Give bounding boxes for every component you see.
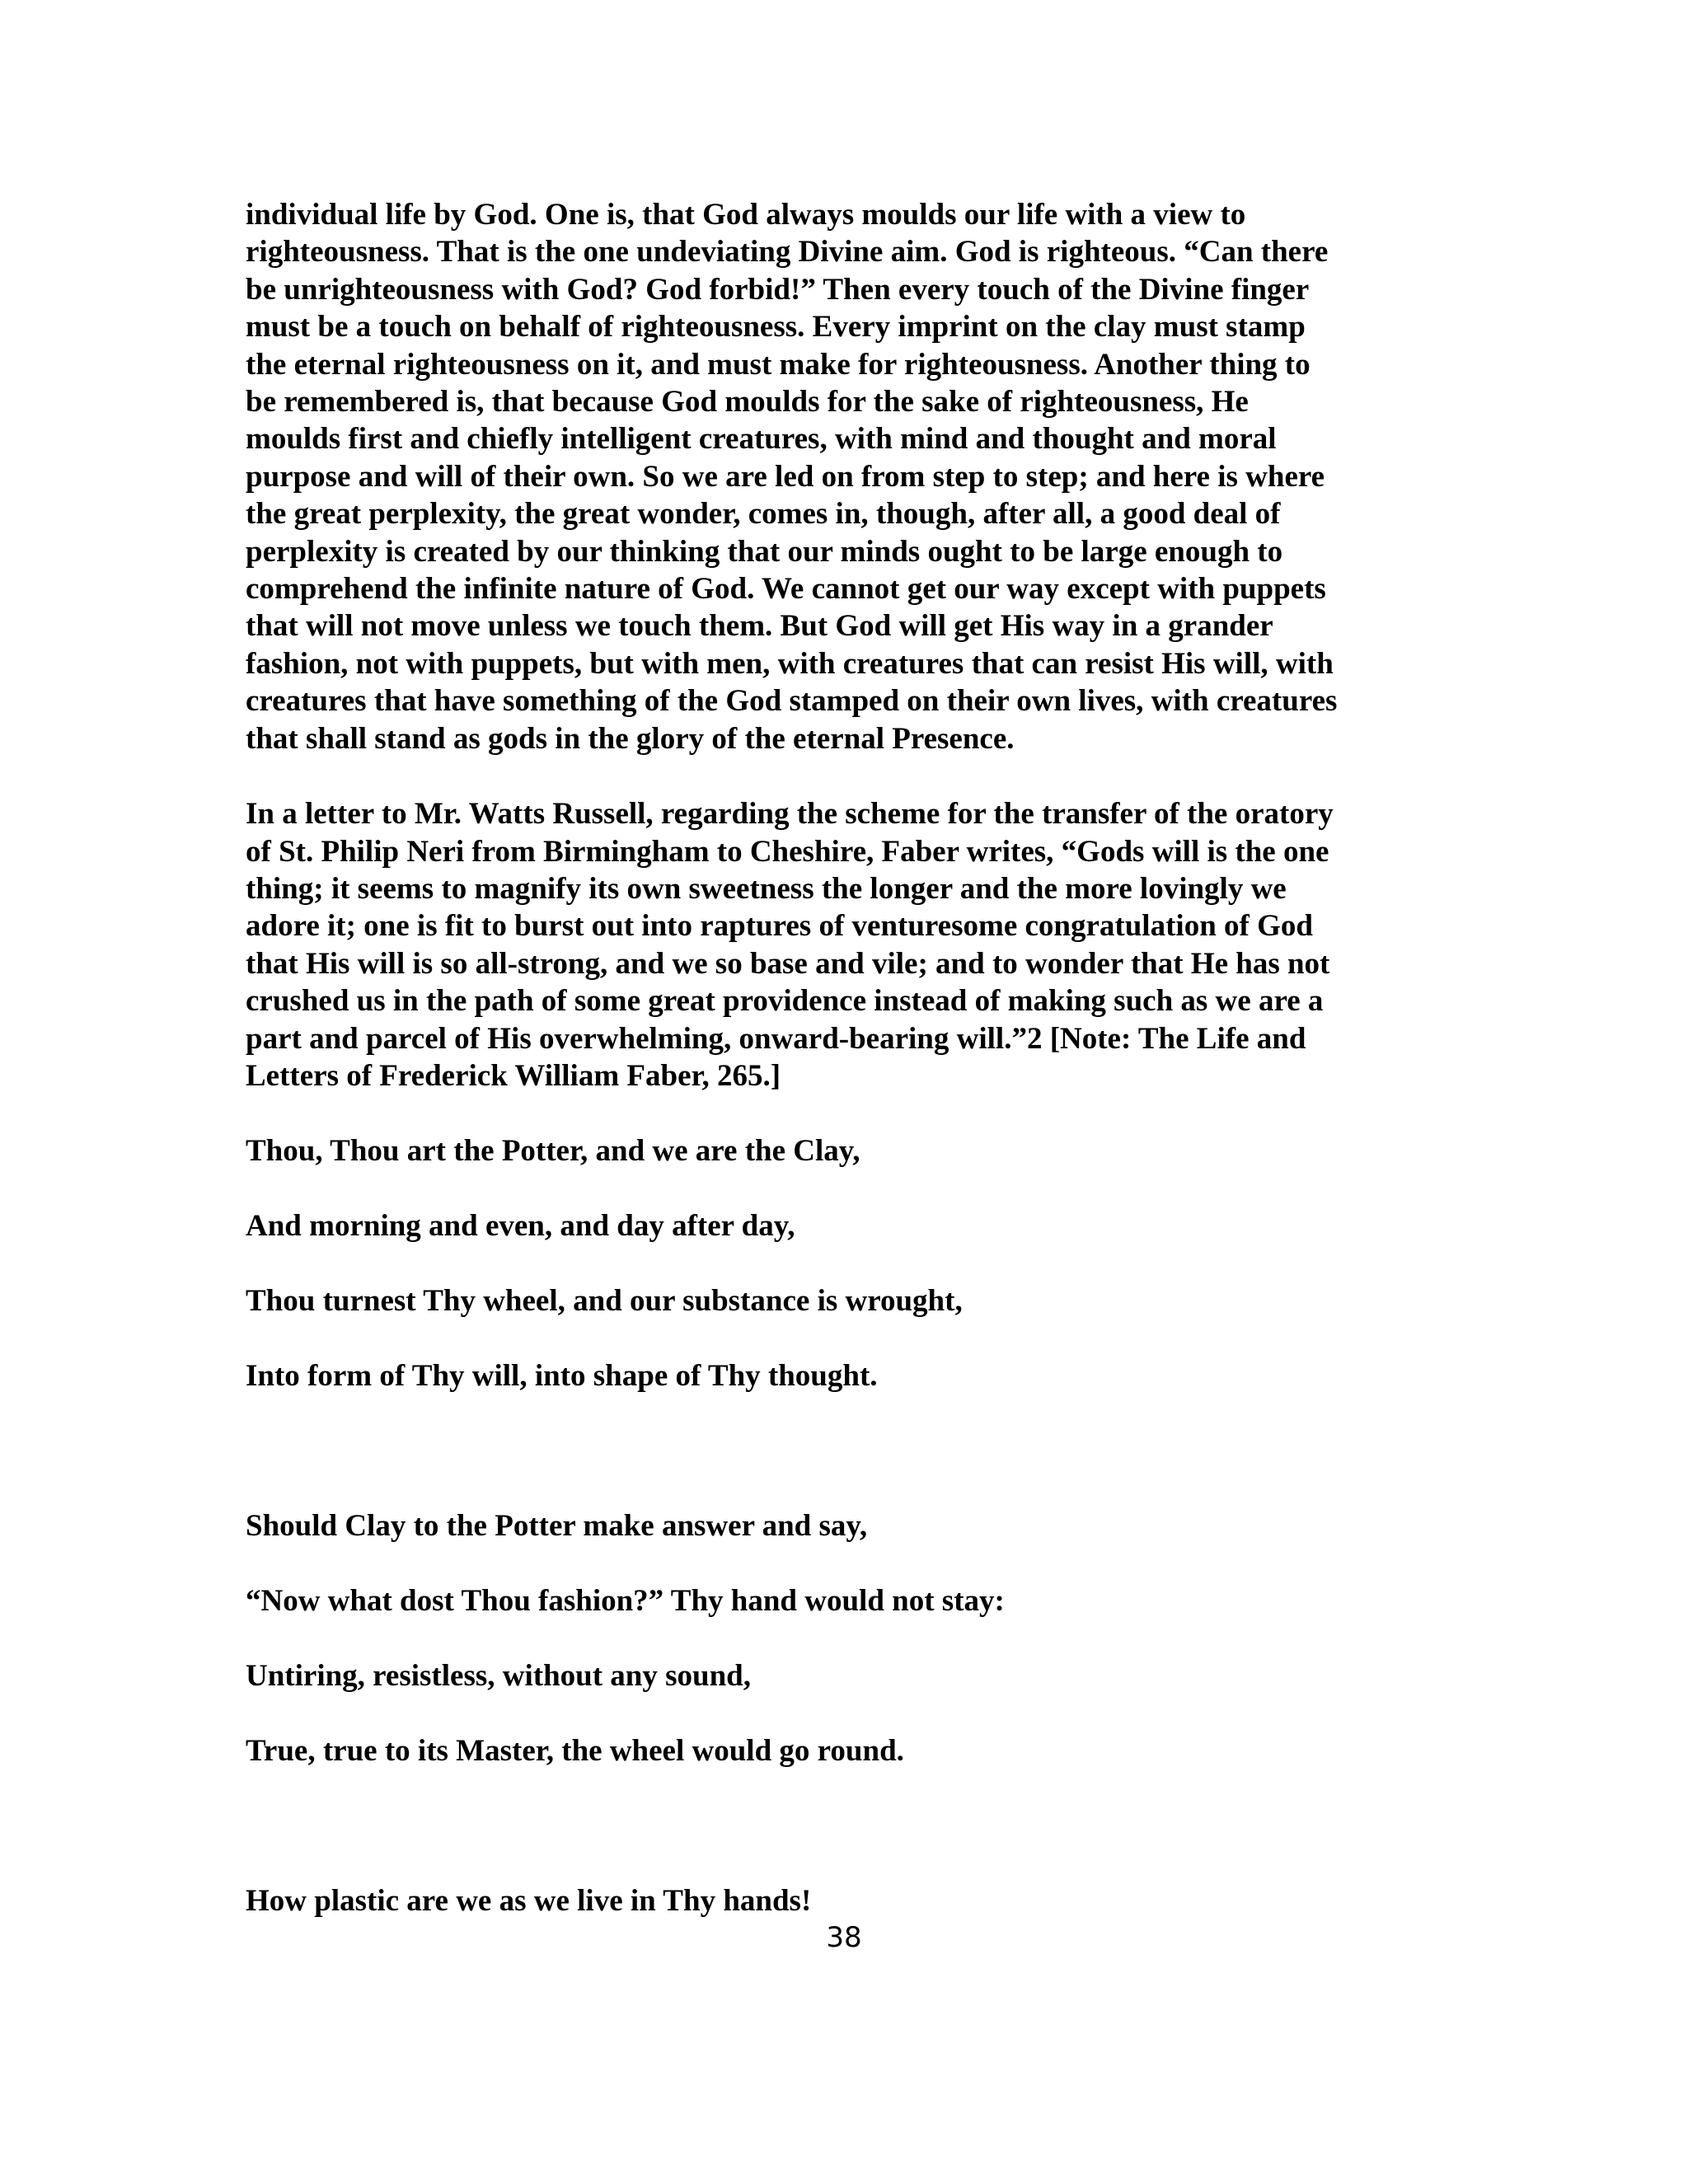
text-line: of St. Philip Neri from Birmingham to Cheshire, Faber writes, “Gods will is the one xyxy=(246,834,1329,869)
text-line: that will not move unless we touch them. But God will get His way in a grander xyxy=(246,609,1273,644)
verse-stanza-2 xyxy=(246,1507,1442,1769)
text-line: comprehend the infinite nature of God. We cannot get our way except with puppets xyxy=(246,572,1326,607)
verse-line: Thou turnest Thy wheel, and our substance is wrought, xyxy=(246,1284,963,1319)
text-line: the great perplexity, the great wonder, comes in, though, after all, a good deal of xyxy=(246,497,1281,532)
verse-line: Thou, Thou art the Potter, and we are the Clay, xyxy=(246,1134,860,1169)
text-line: moulds first and chiefly intelligent creatures, with mind and thought and moral xyxy=(246,422,1277,457)
text-line: purpose and will of their own. So we are led on from step to step; and here is where xyxy=(246,459,1325,494)
paragraph-righteousness xyxy=(246,196,1442,757)
verse-stanza-1 xyxy=(246,1132,1442,1394)
text-line: adore it; one is fit to burst out into raptures of venturesome congratulation of God xyxy=(246,909,1313,944)
verse-line: True, true to its Master, the wheel would go round. xyxy=(246,1734,904,1769)
text-line: creatures that have something of the God stamped on their own lives, with creatures xyxy=(246,684,1338,719)
page-number: 38 xyxy=(826,1921,862,1954)
text-line: that shall stand as gods in the glory of the eternal Presence. xyxy=(246,721,1015,756)
verse-line: “Now what dost Thou fashion?” Thy hand would not stay: xyxy=(246,1584,1005,1619)
verse-line: Should Clay to the Potter make answer and say, xyxy=(246,1509,868,1544)
verse-stanza-3 xyxy=(246,1882,1442,1919)
page-content xyxy=(246,196,1442,1919)
text-line: individual life by God. One is, that God always moulds our life with a view to xyxy=(246,198,1246,232)
text-line: Letters of Frederick William Faber, 265.] xyxy=(246,1058,781,1093)
verse-line: Untiring, resistless, without any sound, xyxy=(246,1659,752,1694)
text-line: In a letter to Mr. Watts Russell, regarding the scheme for the transfer of the oratory xyxy=(246,797,1334,832)
text-line: the eternal righteousness on it, and must make for righteousness. Another thing to xyxy=(246,347,1311,382)
text-line: must be a touch on behalf of righteousness. Every imprint on the clay must stamp xyxy=(246,310,1306,344)
text-line: perplexity is created by our thinking that our minds ought to be large enough to xyxy=(246,534,1283,569)
verse-line: And morning and even, and day after day, xyxy=(246,1209,795,1244)
text-line: fashion, not with puppets, but with men, with creatures that can resist His will, with xyxy=(246,646,1334,681)
text-line: crushed us in the path of some great providence instead of making such as we are a xyxy=(246,984,1324,1019)
text-line: part and parcel of His overwhelming, onward-bearing will.”2 [Note: The Life and xyxy=(246,1021,1306,1056)
text-line: be remembered is, that because God moulds for the sake of righteousness, He xyxy=(246,385,1249,419)
text-line: righteousness. That is the one undeviating Divine aim. God is righteous. “Can there xyxy=(246,235,1329,269)
verse-line: How plastic are we as we live in Thy hands! xyxy=(246,1884,812,1919)
text-line: that His will is so all-strong, and we so base and vile; and to wonder that He has not xyxy=(246,946,1330,981)
text-line: be unrighteousness with God? God forbid!” Then every touch of the Divine finger xyxy=(246,272,1310,307)
paragraph-faber-letter xyxy=(246,795,1442,1094)
text-line: thing; it seems to magnify its own sweetness the longer and the more lovingly we xyxy=(246,871,1287,906)
verse-line: Into form of Thy will, into shape of Thy thought. xyxy=(246,1359,878,1394)
